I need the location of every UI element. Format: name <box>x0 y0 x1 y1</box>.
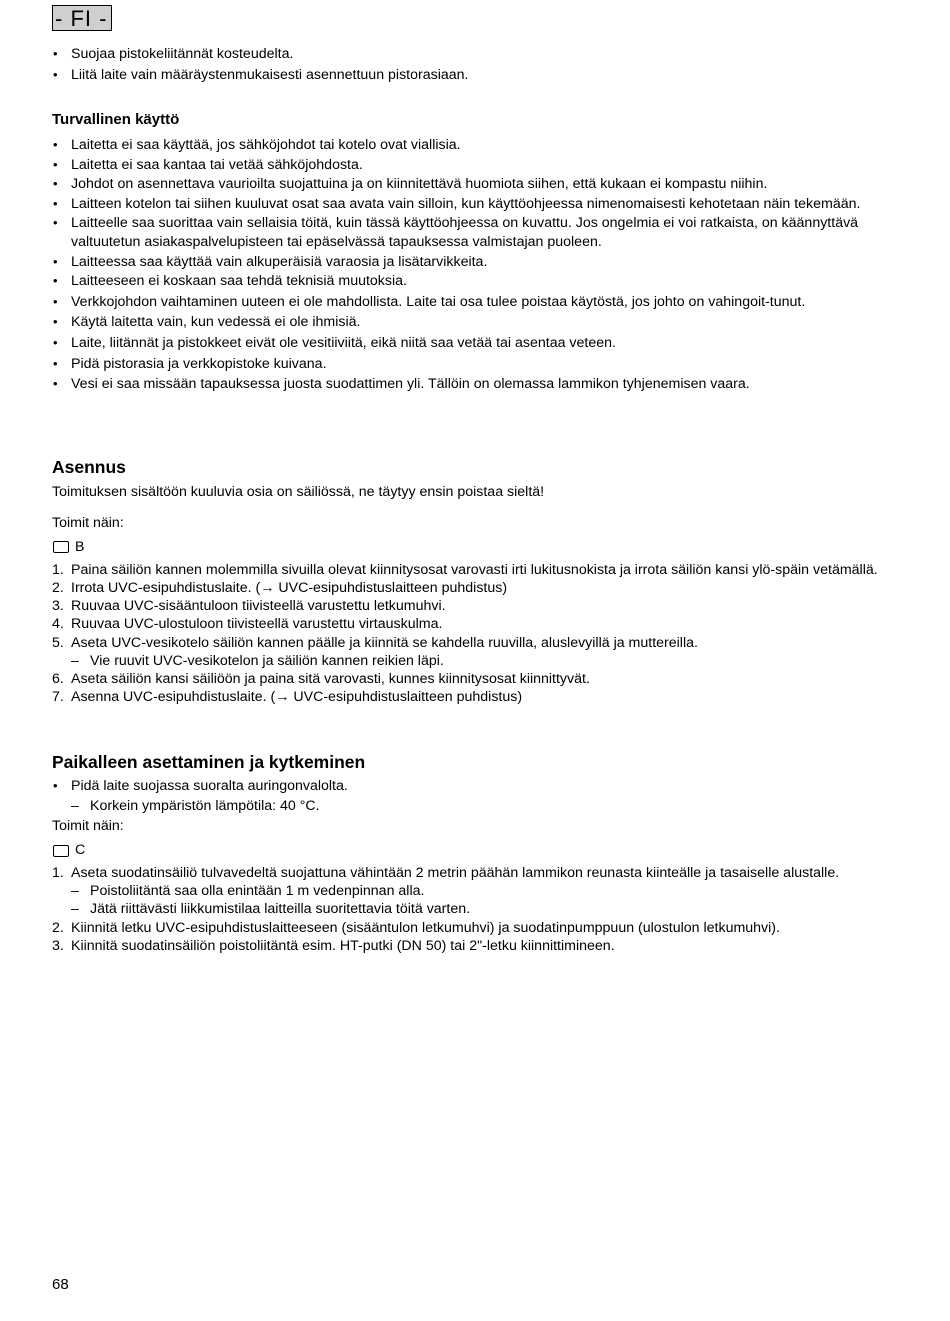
step-item: 2. Kiinnitä letku UVC-esipuhdistuslaitteeseen (sisääntulon letkumuhvi) ja suodatinpumppuun (ulostulon letkumuhvi). <box>52 919 780 936</box>
figure-reference <box>52 538 882 557</box>
step-item: 3. Kiinnitä suodatinsäiliön poistoliitäntä esim. HT-putki (DN 50) tai 2"-letku kiinnittimineen. <box>52 937 615 954</box>
list-item: • Pidä laite suojassa suoralta auringonvalolta. <box>52 777 882 796</box>
step-item: 3. Ruuvaa UVC-sisääntuloon tiivisteellä varustettu letkumuhvi. <box>52 598 446 615</box>
section-heading: Paikalleen asettaminen ja kytkeminen <box>52 752 366 772</box>
placement-section <box>52 751 882 955</box>
step-item: 1. Aseta suodatinsäiliö tulvavedeltä suojattuna vähintään 2 metrin päähän lammikon reunasta kiinteälle ja tasaiselle alustalle. <box>52 864 840 881</box>
figure-label: C <box>75 842 86 859</box>
step-item: 4. Ruuvaa UVC-ulostuloon tiivisteellä varustettu virtauskulma. <box>52 616 443 633</box>
list-item: • Laitetta ei saa käyttää, jos sähköjohdot tai kotelo ovat viallisia. <box>52 136 882 155</box>
safe-use-section <box>52 110 882 394</box>
list-item: • Vesi ei saa missään tapauksessa juosta suodattimen yli. Tällöin on olemassa lammikon tyhjenemisen vaara. <box>52 375 882 394</box>
step-item: 1. Paina säiliön kannen molemmilla sivuilla olevat kiinnitysosat varovasti irti lukitusnokista ja irrota säiliön kansi ylö-späin vetämällä. <box>52 561 878 578</box>
install-section <box>52 456 882 706</box>
language-tag: - FI - <box>52 5 112 31</box>
intro-bullets <box>52 45 882 84</box>
list-item: • Laitteelle saa suorittaa vain sellaisia töitä, kuin tässä käyttöohjeessa on kuvattu. Jos ongelmia ei voi ratkaista, on käännyttävä valtuutetun asiakaspalvelupisteen tai epäselvässä tapauksessa valmistajan puoleen. <box>52 214 882 251</box>
howto-label: Toimit näin: <box>52 817 124 834</box>
list-item: • Verkkojohdon vaihtaminen uuteen ei ole mahdollista. Laite tai osa tulee poistaa käytöstä, jos johto on vahingoit-tunut. <box>52 293 882 312</box>
step-item: 5. Aseta UVC-vesikotelo säiliön kannen päälle ja kiinnitä se kahdella ruuvilla, aluslevyillä ja muttereilla. <box>52 634 698 651</box>
figure-icon <box>53 845 69 857</box>
page-number: 68 <box>52 1276 69 1293</box>
sub-item: – Jätä riittävästi liikkumistilaa laitteilla suoritettavia töitä varten. <box>71 901 471 918</box>
step-item: 6. Aseta säiliön kansi säiliöön ja paina sitä varovasti, kunnes kiinnitysosat kiinnittyvät. <box>52 671 590 687</box>
list-item: • Suojaa pistokeliitännät kosteudelta. <box>52 45 882 64</box>
figure-icon <box>53 541 69 553</box>
list-item: • Käytä laitetta vain, kun vedessä ei ole ihmisiä. <box>52 313 882 332</box>
sub-item: – Korkein ympäristön lämpötila: 40 °C. <box>71 797 320 814</box>
sub-item: – Vie ruuvit UVC-vesikotelon ja säiliön kannen reikien läpi. <box>71 652 444 669</box>
list-item: • Pidä pistorasia ja verkkopistoke kuivana. <box>52 355 882 374</box>
list-item: • Laitteeseen ei koskaan saa tehdä teknisiä muutoksia. <box>52 272 882 291</box>
list-item: • Laite, liitännät ja pistokkeet eivät ole vesitiiviitä, eikä niitä saa vetää tai asentaa veteen. <box>52 334 882 353</box>
sub-item: – Poistoliitäntä saa olla enintään 1 m vedenpinnan alla. <box>71 883 425 900</box>
figure-label: B <box>75 539 85 556</box>
section-heading: Turvallinen käyttö <box>52 111 180 128</box>
list-item: • Laitteen kotelon tai siihen kuuluvat osat saa avata vain silloin, kun käyttöohjeessa nimenomaisesti kehotetaan näin tekemään. <box>52 195 882 214</box>
install-intro: Toimituksen sisältöön kuuluvia osia on säiliössä, ne täytyy ensin poistaa sieltä! <box>52 484 545 500</box>
list-item: • Laitteessa saa käyttää vain alkuperäisiä varaosia ja lisätarvikkeita. <box>52 253 882 272</box>
section-heading: Asennus <box>52 457 126 477</box>
step-item: 2. Irrota UVC-esipuhdistuslaite. (→ UVC-esipuhdistuslaitteen puhdistus) <box>52 579 508 596</box>
howto-label: Toimit näin: <box>52 514 124 531</box>
figure-reference <box>52 841 882 860</box>
step-item: 7. Asenna UVC-esipuhdistuslaite. (→ UVC-esipuhdistuslaitteen puhdistus) <box>52 689 523 706</box>
list-item: • Laitetta ei saa kantaa tai vetää sähköjohdosta. <box>52 156 882 175</box>
list-item: • Liitä laite vain määräystenmukaisesti asennettuun pistorasiaan. <box>52 66 882 85</box>
list-item: • Johdot on asennettava vaurioilta suojattuina ja on kiinnitettävä huomiota siihen, että kukaan ei kompastu niihin. <box>52 175 882 194</box>
